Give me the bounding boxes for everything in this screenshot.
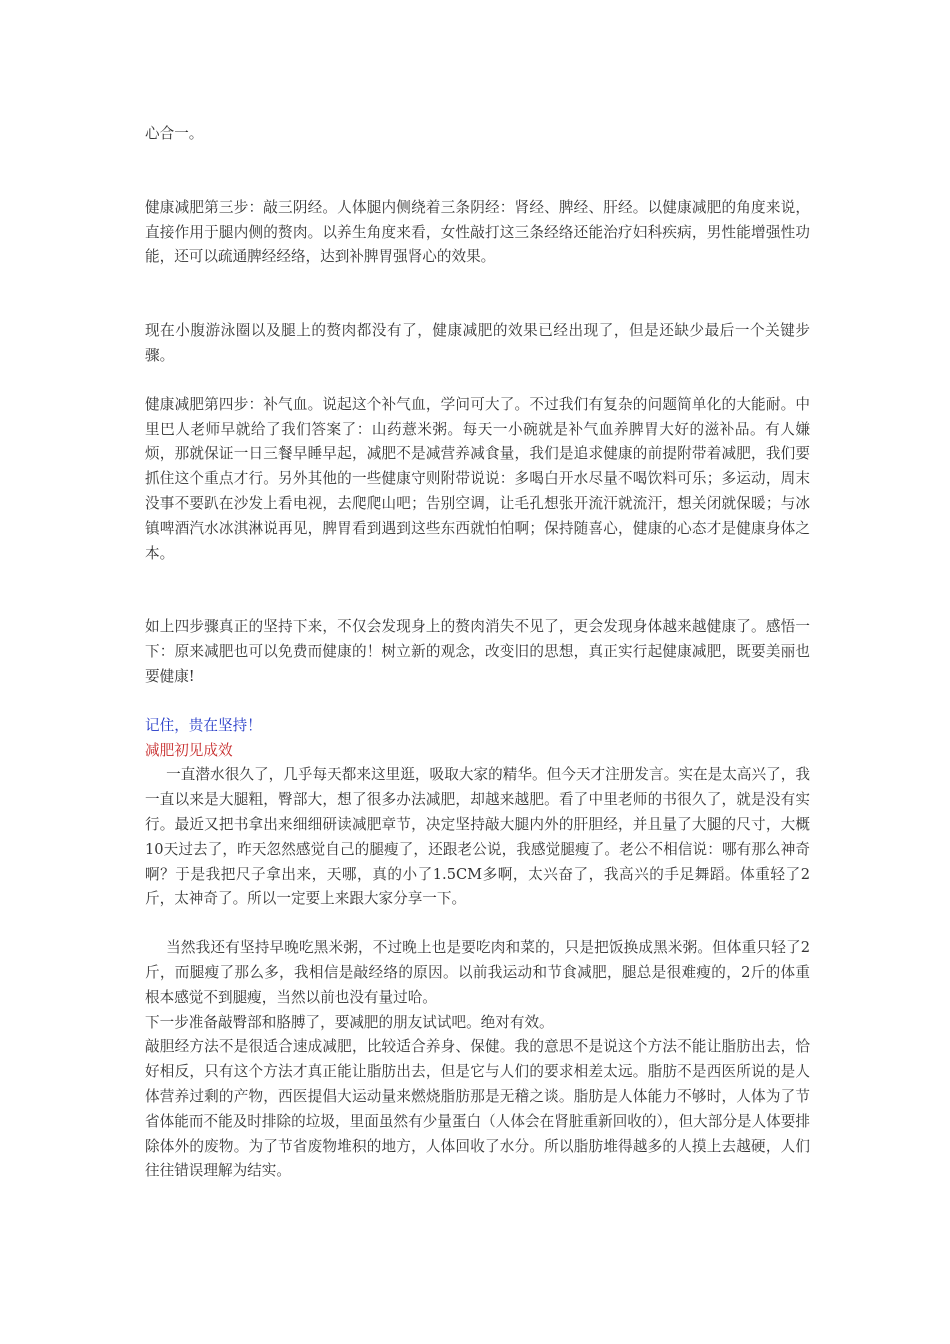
paragraph-intro-fragment: 心合一。 (145, 125, 204, 142)
paragraph-diet-note: 当然我还有坚持早晚吃黑米粥，不过晚上也是要吃肉和菜的，只是把饭换成黑米粥。但体重只轻了2斤，而腿瘦了那么多，我相信是敲经络的原因。以前我运动和节食减肥，腿总是很难瘦的，2斤的体重根本感觉不到腿瘦，当然以前也没有量过哈。 (145, 939, 810, 1006)
spacer (145, 566, 810, 615)
paragraph-next-step: 下一步准备敲臀部和胳膊了，要减肥的朋友试试吧。绝对有效。 (145, 1013, 554, 1031)
paragraph-step-three: 健康减肥第三步：敲三阴经。人体腿内侧绕着三条阴经：肾经、脾经、肝经。以健康减肥的角度来说，直接作用于腿内侧的赘肉。以养生角度来看，女性敲打这三条经络还能治疗妇科疾病，男性能增强性功能，还可以疏通脾经经络，达到补脾胃强肾心的效果。 (145, 198, 810, 266)
spacer (145, 912, 810, 936)
section-title-results: 减肥初见成效 (145, 741, 233, 759)
spacer (145, 690, 810, 714)
paragraph-fat-explanation: 敲胆经方法不是很适合速成减肥，比较适合养身、保健。我的意思不是说这个方法不能让脂肪出去，恰好相反，只有这个方法才真正能让脂肪出去，但是它与人们的要求相差太远。脂肪不是西医所说的是人体营养过剩的产物，西医提倡大运动量来燃烧脂肪那是无稽之谈。脂肪是人体能力不够时，人体为了节省体能而不能及时排除的垃圾，里面虽然有少量蛋白（人体会在肾脏重新回收的），但大部分是人体要排除体外的废物。为了节省废物堆积的地方，人体回收了水分。所以脂肪堆得越多的人摸上去越硬，人们往往错误理解为结实。 (145, 1038, 810, 1180)
reminder-heading: 记住，贵在坚持！ (145, 716, 262, 734)
paragraph-summary: 如上四步骤真正的坚持下来，不仅会发现身上的赘肉消失不见了，更会发现身体越来越健康了。感悟一下：原来减肥也可以免费而健康的！树立新的观念，改变旧的思想，真正实行起健康减肥，既要美丽也要健康! (145, 618, 810, 685)
spacer (145, 369, 810, 393)
paragraph-progress-note: 现在小腹游泳圈以及腿上的赘肉都没有了，健康减肥的效果已经出现了，但是还缺少最后一个关键步骤。 (145, 322, 810, 364)
spacer (145, 147, 810, 196)
spacer (145, 270, 810, 319)
paragraph-step-four: 健康减肥第四步：补气血。说起这个补气血，学问可大了。不过我们有复杂的问题简单化的大能耐。中里巴人老师早就给了我们答案了：山药薏米粥。每天一小碗就是补气血养脾胃大好的滋补品。有人嫌烦，那就保证一日三餐早睡早起，减肥不是减营养减食量，我们是追求健康的前提附带着减肥，我们要抓住这个重点才行。另外其他的一些健康守则附带说说：多喝白开水尽量不喝饮料可乐；多运动，周末没事不要趴在沙发上看电视，去爬爬山吧；告别空调，让毛孔想张开流汗就流汗，想关闭就保暖；与冰镇啤酒汽水冰淇淋说再见，脾胃看到遇到这些东西就怕怕啊；保持随喜心，健康的心态才是健康身体之本。 (145, 395, 810, 562)
document-page (145, 122, 810, 1184)
paragraph-testimonial: 一直潜水很久了，几乎每天都来这里逛，吸取大家的精华。但今天才注册发言。实在是太高兴了，我一直以来是大腿粗，臀部大，想了很多办法减肥，却越来越肥。看了中里老师的书很久了，就是没有实行。最近又把书拿出来细细研读减肥章节，决定坚持敲大腿内外的肝胆经，并且量了大腿的尺寸，大概10天过去了，昨天忽然感觉自己的腿瘦了，还跟老公说，我感觉腿瘦了。老公不相信说：哪有那么神奇啊？于是我把尺子拿出来，天哪，真的小了1.5CM多啊，太兴奋了，我高兴的手足舞蹈。体重轻了2斤，太神奇了。所以一定要上来跟大家分享一下。 (145, 766, 810, 908)
